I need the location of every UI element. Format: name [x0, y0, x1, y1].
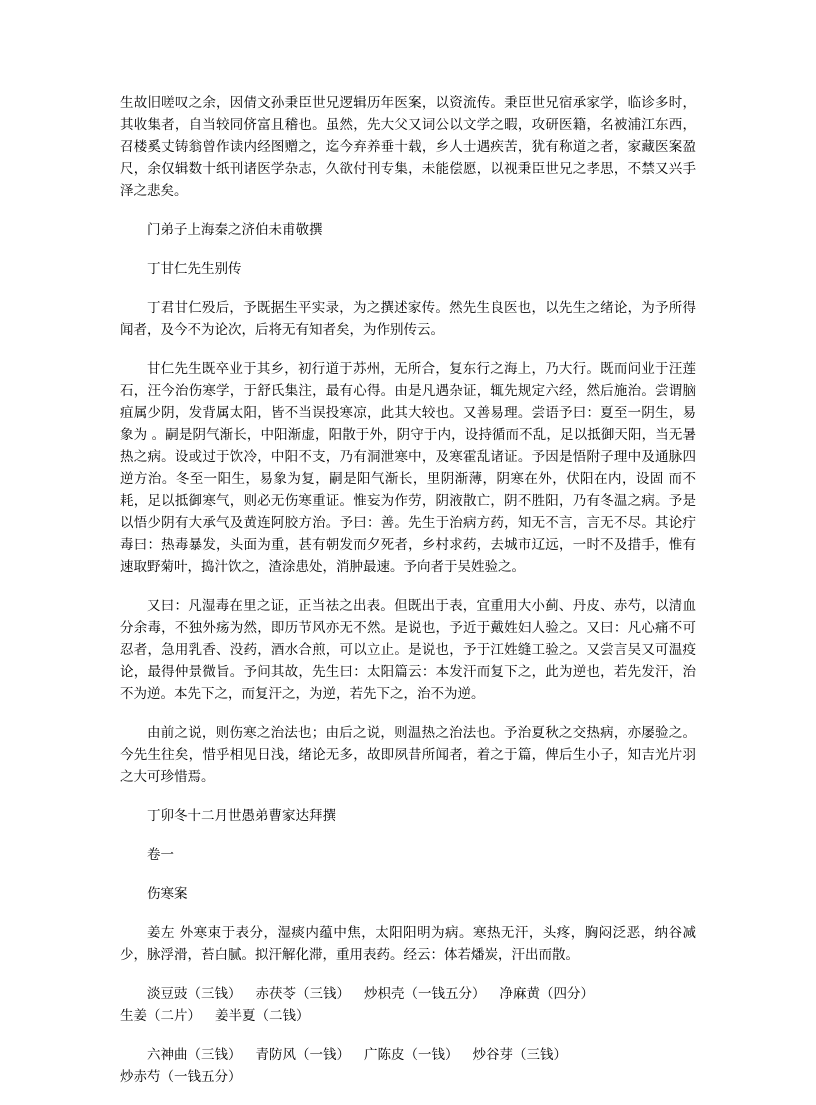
- author-line-cao: 丁卯冬十二月世愚弟曹家达拜撰: [147, 808, 336, 824]
- herb-item: 赤茯苓（三钱）: [255, 986, 350, 1002]
- herb-item: 青防风（一钱）: [255, 1047, 350, 1063]
- herb-item: 炒谷芽（三钱）: [472, 1047, 567, 1063]
- herb-item: 姜半夏（二钱）: [215, 1008, 310, 1024]
- prescription-line-1: [120, 983, 696, 1027]
- herb-item: 六神曲（三钱）: [147, 1047, 242, 1063]
- author-line-qin: 门弟子上海秦之济伯未甫敬撰: [147, 222, 323, 238]
- paragraph-biography-closing: 由前之说，则伤寒之治法也；由后之说，则温热之治法也。予治夏秋之交热病，亦屡验之。今先生往矣，惜乎相见日浅，绪论无多，故即夙昔所闻者，着之于篇，俾后生小子，知吉光片羽之大可珍惜焉。: [120, 725, 696, 785]
- volume-title: 卷一: [147, 847, 174, 863]
- herb-item: 净麻黄（四分）: [499, 986, 594, 1002]
- herb-item: 炒赤芍（一钱五分）: [120, 1069, 242, 1085]
- herb-item: 广陈皮（一钱）: [364, 1047, 459, 1063]
- paragraph-biography-main: 甘仁先生既卒业于其乡，初行道于苏州，无所合，复东行之海上，乃大行。既而问业于汪莲石，汪今治伤寒学，于舒氏集注，最有心得。由是凡遇杂证，辄先规定六经，然后施治。尝谓脑疽属少阴，发背属太阳，皆不当误投寒凉，此其大较也。又善易理。尝语予曰：夏至一阴生，易象为 。嗣是阴气渐长，中阳渐虚，阳散于外，阴守于内，设持循而不乱，足以抵御天阳，当无暑热之病。设或过于饮冷，中阳不支，乃有洞泄寒中，及寒霍乱诸证。予因是悟附子理中及通脉四逆方治。冬至一阳生，易象为复，嗣是阳气渐长，里阴渐薄，阴寒在外，伏阳在内，设固 而不耗，足以抵御寒气，则必无伤寒重证。惟妄为作劳，阴液散亡，阴不胜阳，乃有冬温之病。予是以悟少阴有大承气及黄连阿胶方治。予曰：善。先生于治病方药，知无不言，言无不尽。其论疔毒曰：热毒暴发，头面为重，甚有朝发而夕死者，乡村求药，去城市辽远，一时不及措手，惟有速取野菊叶，捣汁饮之，渣涂患处，消肿最速。予向者于吴姓验之。: [120, 361, 696, 575]
- document-page: [120, 92, 696, 1105]
- section-title-biography: 丁甘仁先生别传: [147, 261, 242, 277]
- paragraph-preface-end: 生故旧嗟叹之余，因倩文孙秉臣世兄逻辑历年医案，以资流传。秉臣世兄宿承家学，临诊多时，其收集者，自当较同侪富且稽也。虽然，先大父又词公以文学之暇，攻研医籍，名被浦江东西，召楼奚丈铸翁曾作读内经图赠之，迄今弃养垂十载，乡人士遇疾苦，犹有称道之者，家藏医案盈尺，余仅辑数十纸刊诸医学杂志，久欲付刊专集，未能偿愿，以视秉臣世兄之孝思，不禁又兴手泽之悲矣。: [120, 95, 696, 199]
- prescription-line-2: [120, 1044, 696, 1088]
- herb-item: 炒枳壳（一钱五分）: [364, 986, 486, 1002]
- paragraph-biography-intro: 丁君甘仁殁后，予既据生平实录，为之撰述家传。然先生良医也，以先生之绪论，为予所得闻者，及今不为论次，后将无有知者矣，为作别传云。: [120, 300, 696, 338]
- herb-item: 生姜（二片）: [120, 1008, 201, 1024]
- chapter-title-cold-damage: 伤寒案: [147, 886, 188, 902]
- paragraph-biography-sayings: 又曰：凡湿毒在里之证，正当祛之出表。但既出于表，宜重用大小蓟、丹皮、赤芍，以清血分余毒，不独外疡为然，即历节风亦无不然。是说也，予近于戴姓妇人验之。又曰：凡心痛不可忍者，急用乳香、没药，酒水合煎，可以立止。是说也，予于江姓缝工验之。又尝言吴又可温疫论，最得仲景微旨。予问其故，先生曰：太阳篇云：本发汗而复下之，此为逆也，若先发汗，治不为逆。本先下之，而复汗之，为逆，若先下之，治不为逆。: [120, 598, 696, 702]
- herb-item: 淡豆豉（三钱）: [147, 986, 242, 1002]
- case-description-jiang: 姜左 外寒束于表分，湿痰内蕴中焦，太阳阳明为病。寒热无汗，头疼，胸闷泛恶，纳谷减少，脉浮滑，苔白腻。拟汗解化滞，重用表药。经云：体若燔炭，汗出而散。: [120, 925, 696, 963]
